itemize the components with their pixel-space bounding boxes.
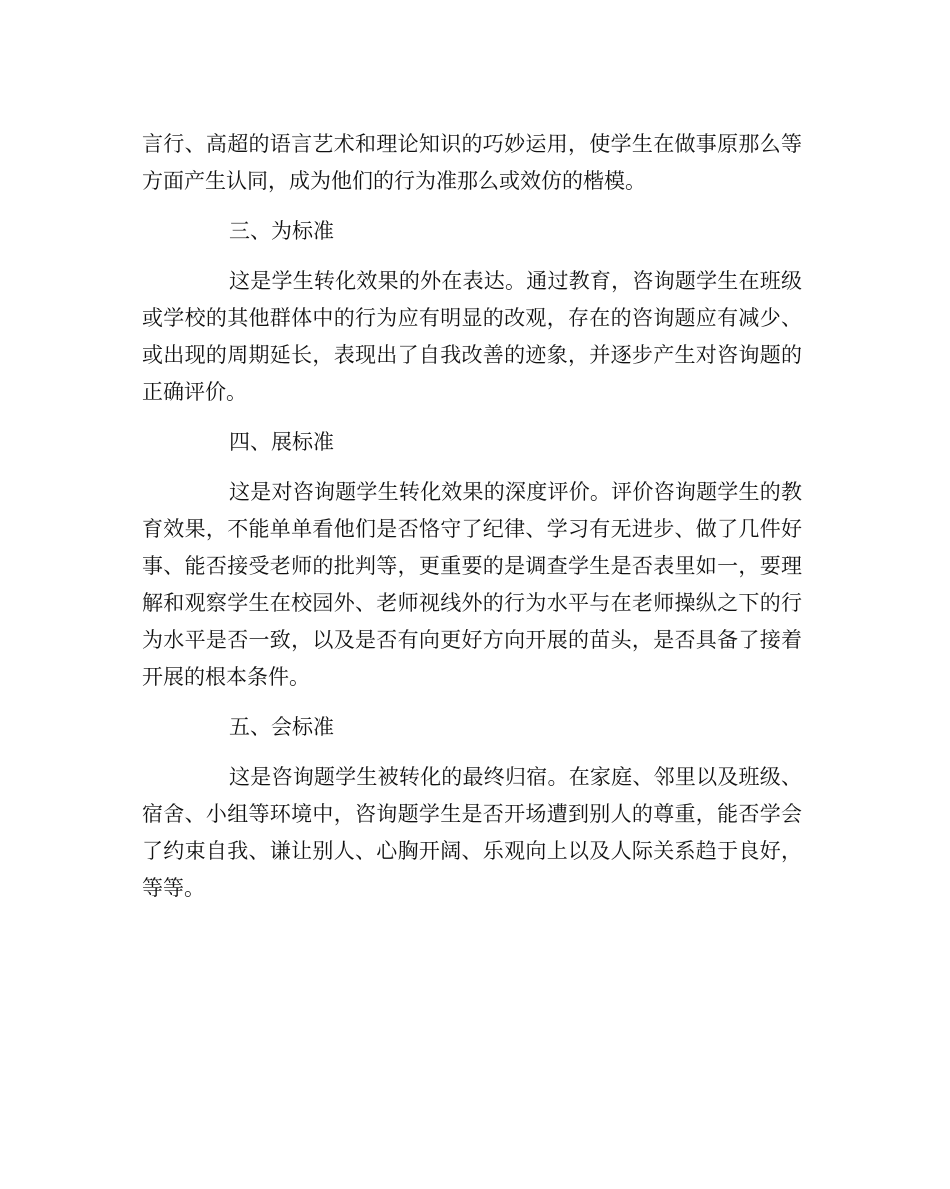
- document-body: [142, 126, 802, 920]
- section-heading-four: 四、展标准: [229, 430, 334, 454]
- paragraph-intro-continuation: 言行、高超的语言艺术和理论知识的巧妙运用，使学生在做事原那么等方面产生认同，成为他们的行为准那么或效仿的楷模。: [142, 132, 802, 193]
- section-heading-five: 五、会标准: [229, 715, 334, 739]
- section-heading-three: 三、为标准: [229, 219, 334, 243]
- paragraph-behavior-standard: 这是学生转化效果的外在表达。通过教育，咨询题学生在班级或学校的其他群体中的行为应有明显的改观，存在的咨询题应有减少、或出现的周期延长，表现出了自我改善的迹象，并逐步产生对咨询题的正确评价。: [142, 269, 802, 404]
- paragraph-development-standard: 这是对咨询题学生转化效果的深度评价。评价咨询题学生的教育效果，不能单单看他们是否恪守了纪律、学习有无进步、做了几件好事、能否接受老师的批判等，更重要的是调查学生是否表里如一，要理解和观察学生在校园外、老师视线外的行为水平与在老师操纵之下的行为水平是否一致，以及是否有向更好方向开展的苗头，是否具备了接着开展的根本条件。: [142, 480, 802, 689]
- paragraph-social-standard: 这是咨询题学生被转化的最终归宿。在家庭、邻里以及班级、宿舍、小组等环境中，咨询题学生是否开场遭到别人的尊重，能否学会了约束自我、谦让别人、心胸开阔、乐观向上以及人际关系趋于良好，等等。: [142, 765, 802, 900]
